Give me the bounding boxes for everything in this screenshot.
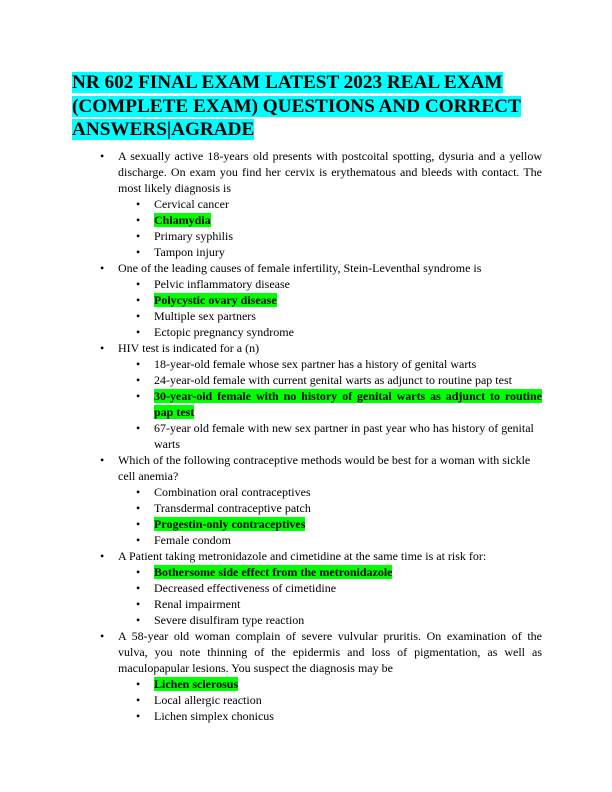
answer-option-text: Combination oral contraceptives (154, 485, 311, 499)
bullet-icon: • (136, 613, 141, 627)
correct-answer-text: Lichen sclerosus (154, 677, 239, 691)
question-item (72, 452, 542, 548)
answer-options (118, 484, 542, 548)
answer-option (118, 692, 542, 708)
bullet-icon: • (100, 149, 105, 163)
answer-option-text: Pelvic inflammatory disease (154, 277, 290, 291)
bullet-icon: • (136, 693, 141, 707)
question-text: One of the leading causes of female infertility, Stein-Leventhal syndrome is (118, 261, 482, 275)
bullet-icon: • (136, 533, 141, 547)
answer-option-text: Local allergic reaction (154, 693, 262, 707)
answer-option (118, 708, 542, 724)
answer-option (118, 372, 542, 388)
bullet-icon: • (136, 709, 141, 723)
bullet-icon: • (136, 245, 141, 259)
answer-options (118, 276, 542, 340)
bullet-icon: • (136, 229, 141, 243)
bullet-icon: • (100, 549, 105, 563)
question-item (72, 628, 542, 724)
question-item (72, 340, 542, 452)
correct-answer-text: Progestin-only contraceptives (154, 517, 306, 531)
answer-option-text: Primary syphilis (154, 229, 234, 243)
answer-option-text: 18-year-old female whose sex partner has a history of genital warts (154, 357, 477, 371)
answer-option-text: 24-year-old female with current genital warts as adjunct to routine pap test (154, 373, 512, 387)
bullet-icon: • (136, 677, 141, 691)
bullet-icon: • (136, 373, 141, 387)
answer-options (118, 196, 542, 260)
bullet-icon: • (136, 581, 141, 595)
answer-option (118, 484, 542, 500)
answer-option (118, 500, 542, 516)
bullet-icon: • (136, 357, 141, 371)
bullet-icon: • (136, 565, 141, 579)
answer-option (118, 276, 542, 292)
question-item (72, 260, 542, 340)
answer-option (118, 324, 542, 340)
answer-options (118, 356, 542, 452)
bullet-icon: • (100, 341, 105, 355)
question-text: Which of the following contraceptive methods would be best for a woman with sickle cell anemia? (118, 453, 531, 483)
bullet-icon: • (100, 453, 105, 467)
title-line: ANSWERS|AGRADE (72, 119, 255, 141)
answer-option (118, 596, 542, 612)
answer-option-correct (118, 292, 542, 308)
answer-option-correct (118, 516, 542, 532)
question-item (72, 548, 542, 628)
answer-option-correct (118, 388, 542, 420)
answer-option-text: Transdermal contraceptive patch (154, 501, 311, 515)
answer-option-text: Cervical cancer (154, 197, 229, 211)
question-text: A sexually active 18-years old presents with postcoital spotting, dysuria and a yellow discharge. On exam you find her cervix is erythematous and bleeds with contact. The most likely diagnosis is (118, 149, 542, 195)
question-item (72, 148, 542, 260)
bullet-icon: • (136, 309, 141, 323)
bullet-icon: • (136, 213, 141, 227)
question-text: A 58-year old woman complain of severe vulvular pruritis. On examination of the vulva, you note thinning of the epidermis and loss of pigmentation, as well as maculopapular lesions. You suspect the diagnosis may be (118, 629, 542, 675)
answer-option-text: Tampon injury (154, 245, 225, 259)
answer-option-text: 67-year old female with new sex partner in past year who has history of genital warts (154, 421, 534, 451)
answer-option-text: Renal impairment (154, 597, 241, 611)
bullet-icon: • (100, 629, 105, 643)
answer-option (118, 532, 542, 548)
answer-option-correct (118, 564, 542, 580)
bullet-icon: • (136, 325, 141, 339)
bullet-icon: • (136, 197, 141, 211)
answer-option-text: Multiple sex partners (154, 309, 256, 323)
answer-option (118, 308, 542, 324)
answer-option (118, 356, 542, 372)
answer-option-correct (118, 676, 542, 692)
correct-answer-text: Chlamydia (154, 213, 211, 227)
answer-option-text: Decreased effectiveness of cimetidine (154, 581, 337, 595)
document-title (72, 71, 542, 142)
answer-options (118, 564, 542, 628)
answer-option (118, 612, 542, 628)
correct-answer-text: Polycystic ovary disease (154, 293, 277, 307)
answer-option (118, 420, 542, 452)
answer-option-text: Severe disulfiram type reaction (154, 613, 305, 627)
bullet-icon: • (136, 501, 141, 515)
title-line: NR 602 FINAL EXAM LATEST 2023 REAL EXAM (72, 72, 503, 93)
correct-answer-text: 30-year-old female with no history of genital warts as adjunct to routine pap test (154, 389, 542, 419)
bullet-icon: • (136, 517, 141, 531)
answer-option-correct (118, 212, 542, 228)
question-text: HIV test is indicated for a (n) (118, 341, 260, 355)
bullet-icon: • (136, 293, 141, 307)
bullet-icon: • (136, 597, 141, 611)
correct-answer-text: Bothersome side effect from the metronidazole (154, 565, 393, 579)
answer-option (118, 580, 542, 596)
bullet-icon: • (136, 389, 141, 403)
bullet-icon: • (136, 485, 141, 499)
question-text: A Patient taking metronidazole and cimetidine at the same time is at risk for: (118, 549, 487, 563)
answer-option-text: Female condom (154, 533, 231, 547)
answer-option-text: Lichen simplex chonicus (154, 709, 274, 723)
answer-options (118, 676, 542, 724)
answer-option (118, 228, 542, 244)
answer-option-text: Ectopic pregnancy syndrome (154, 325, 294, 339)
answer-option (118, 244, 542, 260)
bullet-icon: • (136, 421, 141, 435)
bullet-icon: • (100, 261, 105, 275)
bullet-icon: • (136, 277, 141, 291)
title-line: (COMPLETE EXAM) QUESTIONS AND CORRECT (72, 95, 521, 117)
question-list (72, 148, 542, 724)
answer-option (118, 196, 542, 212)
